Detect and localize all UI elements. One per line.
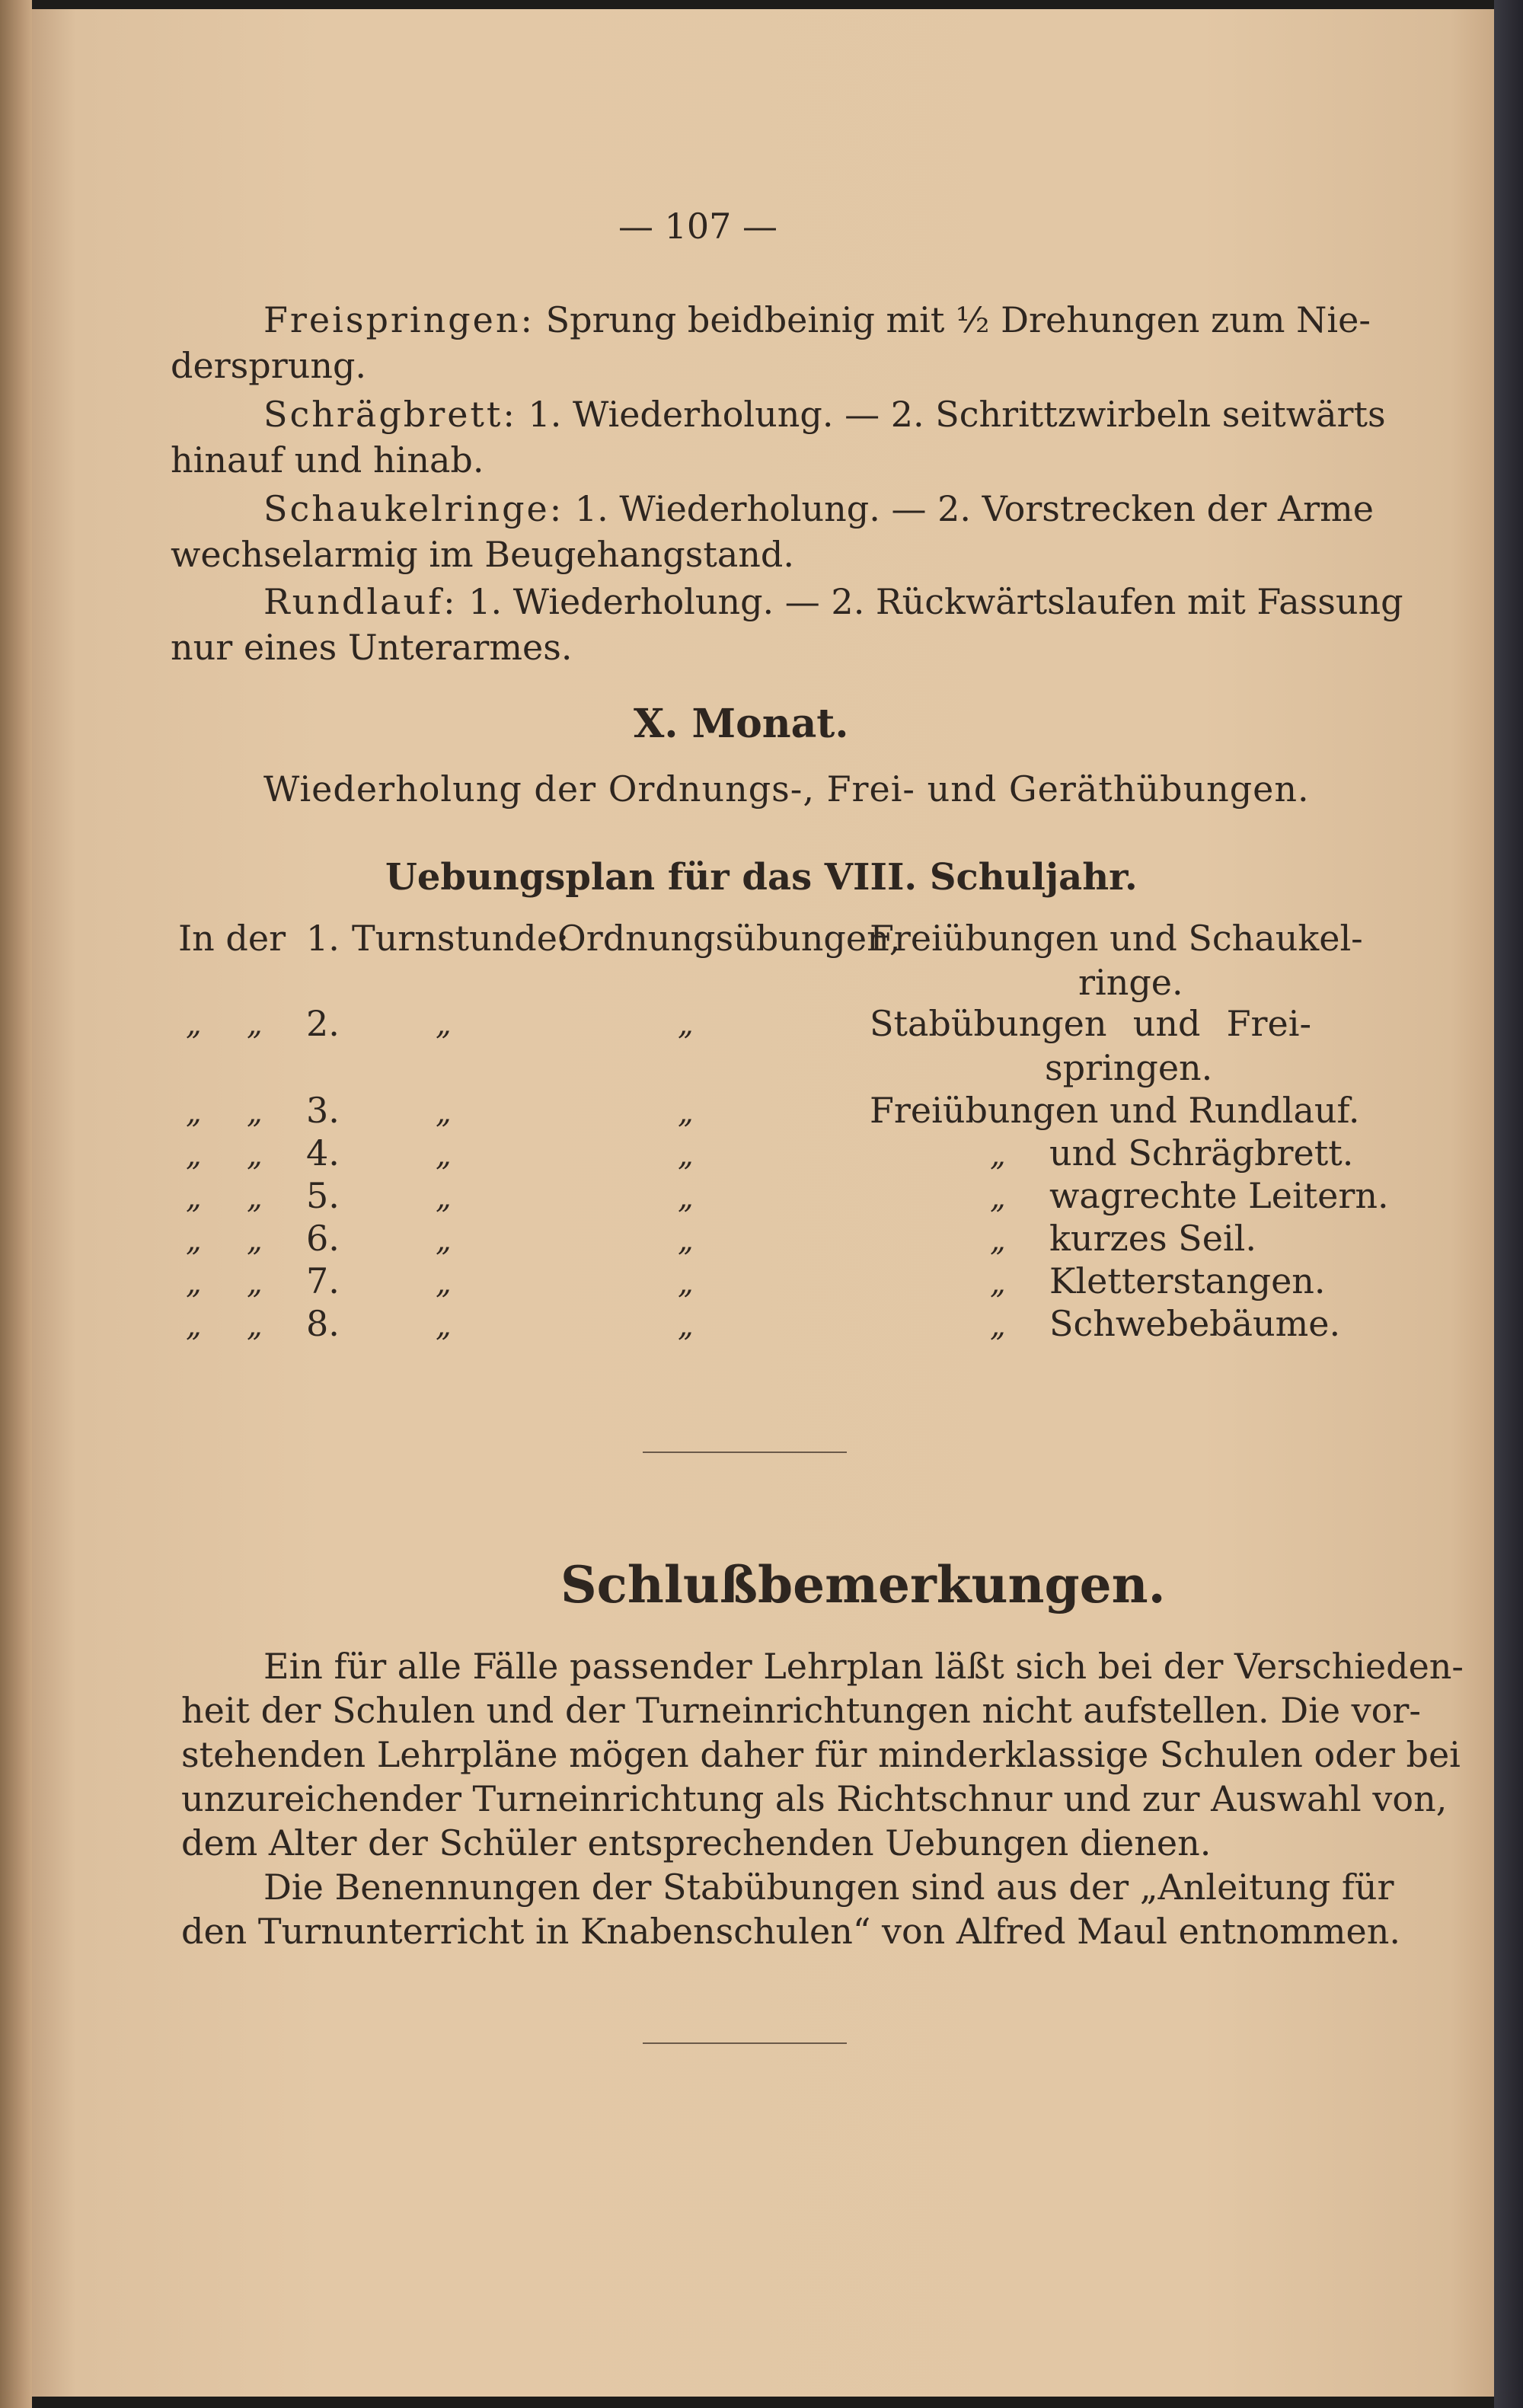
exercise-text: 1. Wiederholung. — 2. Vorstrecken der Arme xyxy=(574,488,1374,529)
ditto-mark: „ xyxy=(678,1308,694,1343)
plan-col-activity-cont: ringe. xyxy=(1078,962,1183,1003)
plan-row-number: 5. xyxy=(306,1175,340,1216)
ditto-mark: „ xyxy=(247,1180,263,1215)
exercise-head: Freispringen: xyxy=(263,299,535,340)
closing-line xyxy=(181,1688,1421,1733)
ditto-mark: „ xyxy=(678,1095,694,1130)
closing-line-text: Die Benennungen der Stabübungen sind aus der „Anleitung für xyxy=(263,1867,1394,1908)
ditto-mark: „ xyxy=(186,1138,202,1173)
ditto-mark: „ xyxy=(186,1223,202,1258)
ditto-mark: „ xyxy=(990,1138,1006,1173)
exercise-text: 1. Wiederholung. — 2. Rückwärtslaufen mit Fassung xyxy=(468,581,1403,622)
ditto-mark: „ xyxy=(436,1180,452,1215)
ditto-mark: „ xyxy=(436,1308,452,1343)
end-divider xyxy=(643,2042,847,2044)
plan-col-activity: wagrechte Leitern. xyxy=(1049,1175,1389,1216)
exercise-head: Schrägbrett: xyxy=(263,394,517,435)
book-spine-shadow xyxy=(0,0,32,2408)
month-text: Wiederholung der Ordnungs-, Frei- und Geräthübungen. xyxy=(263,768,1310,810)
exercise-schaukelringe-cont: wechselarmig im Beugehangstand. xyxy=(171,534,794,575)
closing-line-text: unzureichender Turneinrichtung als Richtschnur und zur Auswahl von, xyxy=(181,1778,1448,1819)
exercise-head: Schaukelringe: xyxy=(263,488,564,529)
plan-col-activity: und Schrägbrett. xyxy=(1049,1132,1354,1174)
plan-col-activity: Schwebebäume. xyxy=(1049,1303,1341,1344)
closing-line-text: heit der Schulen und der Turneinrichtungen nicht aufstellen. Die vor- xyxy=(181,1690,1421,1731)
ditto-mark: „ xyxy=(678,1223,694,1258)
ditto-mark: „ xyxy=(186,1007,202,1042)
plan-row-number: 6. xyxy=(306,1218,340,1259)
ditto-mark: „ xyxy=(186,1266,202,1301)
ditto-mark: „ xyxy=(186,1095,202,1130)
closing-line xyxy=(263,1643,1464,1689)
plan-row-number: 3. xyxy=(306,1090,340,1131)
ditto-mark: „ xyxy=(678,1180,694,1215)
exercise-text: 1. Wiederholung. — 2. Schrittzwirbeln seitwärts xyxy=(528,394,1386,435)
plan-col-activity: Freiübungen und Schaukel- xyxy=(870,918,1363,959)
ditto-mark: „ xyxy=(247,1308,263,1343)
exercise-freispringen xyxy=(263,297,1371,343)
section-divider xyxy=(643,1452,847,1453)
ditto-mark: „ xyxy=(990,1308,1006,1343)
ditto-mark: „ xyxy=(436,1007,452,1042)
closing-line xyxy=(263,1864,1394,1910)
ditto-mark: „ xyxy=(247,1223,263,1258)
ditto-mark: „ xyxy=(247,1138,263,1173)
month-heading: X. Monat. xyxy=(634,701,849,747)
exercise-schraegbrett xyxy=(263,391,1386,437)
plan-col-activity: kurzes Seil. xyxy=(1049,1218,1256,1259)
plan-col-ordnung: Ordnungsübungen, xyxy=(557,918,901,959)
exercise-rundlauf-cont: nur eines Unterarmes. xyxy=(171,627,573,668)
ditto-mark: „ xyxy=(990,1180,1006,1215)
closing-line: dem Alter der Schüler entsprechenden Uebungen dienen. xyxy=(181,1822,1212,1863)
book-page xyxy=(32,9,1494,2397)
ditto-mark: „ xyxy=(247,1095,263,1130)
page-number: — 107 — xyxy=(618,206,778,247)
exercise-rundlauf xyxy=(263,579,1403,624)
ditto-mark: „ xyxy=(436,1266,452,1301)
exercise-freispringen-cont: dersprung. xyxy=(171,345,367,386)
ditto-mark: „ xyxy=(436,1223,452,1258)
ditto-mark: „ xyxy=(247,1266,263,1301)
ditto-mark: „ xyxy=(436,1095,452,1130)
closing-line xyxy=(181,1776,1448,1822)
plan-row-number: 7. xyxy=(306,1260,340,1301)
closing-heading: Schlußbemerkungen. xyxy=(560,1555,1166,1614)
ditto-mark: „ xyxy=(990,1223,1006,1258)
ditto-mark: „ xyxy=(990,1266,1006,1301)
exercise-schaukelringe xyxy=(263,486,1374,532)
plan-col-activity: Kletterstangen. xyxy=(1049,1260,1326,1301)
closing-line-text: stehenden Lehrpläne mögen daher für minderklassige Schulen oder bei xyxy=(181,1734,1461,1775)
plan-row-number: 4. xyxy=(306,1132,340,1174)
ditto-mark: „ xyxy=(678,1007,694,1042)
closing-line xyxy=(181,1732,1461,1777)
plan-prefix: In der xyxy=(178,918,286,959)
closing-line-text: Ein für alle Fälle passender Lehrplan läßt sich bei der Verschieden- xyxy=(263,1646,1464,1687)
page-edge-shadow xyxy=(1494,0,1523,2408)
ditto-mark: „ xyxy=(247,1007,263,1042)
plan-row-number: 2. xyxy=(306,1003,340,1044)
ditto-mark: „ xyxy=(678,1266,694,1301)
exercise-text: Sprung beidbeinig mit ½ Drehungen zum Nie- xyxy=(545,299,1371,340)
ditto-mark: „ xyxy=(436,1138,452,1173)
exercise-schraegbrett-cont: hinauf und hinab. xyxy=(171,439,484,481)
ditto-mark: „ xyxy=(186,1180,202,1215)
plan-col-activity: Stabübungen und Frei- xyxy=(870,1003,1311,1044)
plan-col-activity: Freiübungen und Rundlauf. xyxy=(870,1090,1360,1131)
plan-row-number: 8. xyxy=(306,1303,340,1344)
plan-col-turnstunde: Turnstunde: xyxy=(352,918,570,959)
plan-heading: Uebungsplan für das VIII. Schuljahr. xyxy=(385,856,1138,899)
ditto-mark: „ xyxy=(678,1138,694,1173)
plan-row-number: 1. xyxy=(306,918,340,959)
ditto-mark: „ xyxy=(186,1308,202,1343)
closing-line xyxy=(181,1908,1400,1954)
closing-line-text: den Turnunterricht in Knabenschulen“ von Alfred Maul entnommen. xyxy=(181,1911,1400,1952)
plan-col-activity-cont: springen. xyxy=(1045,1047,1213,1088)
exercise-head: Rundlauf: xyxy=(263,581,458,622)
